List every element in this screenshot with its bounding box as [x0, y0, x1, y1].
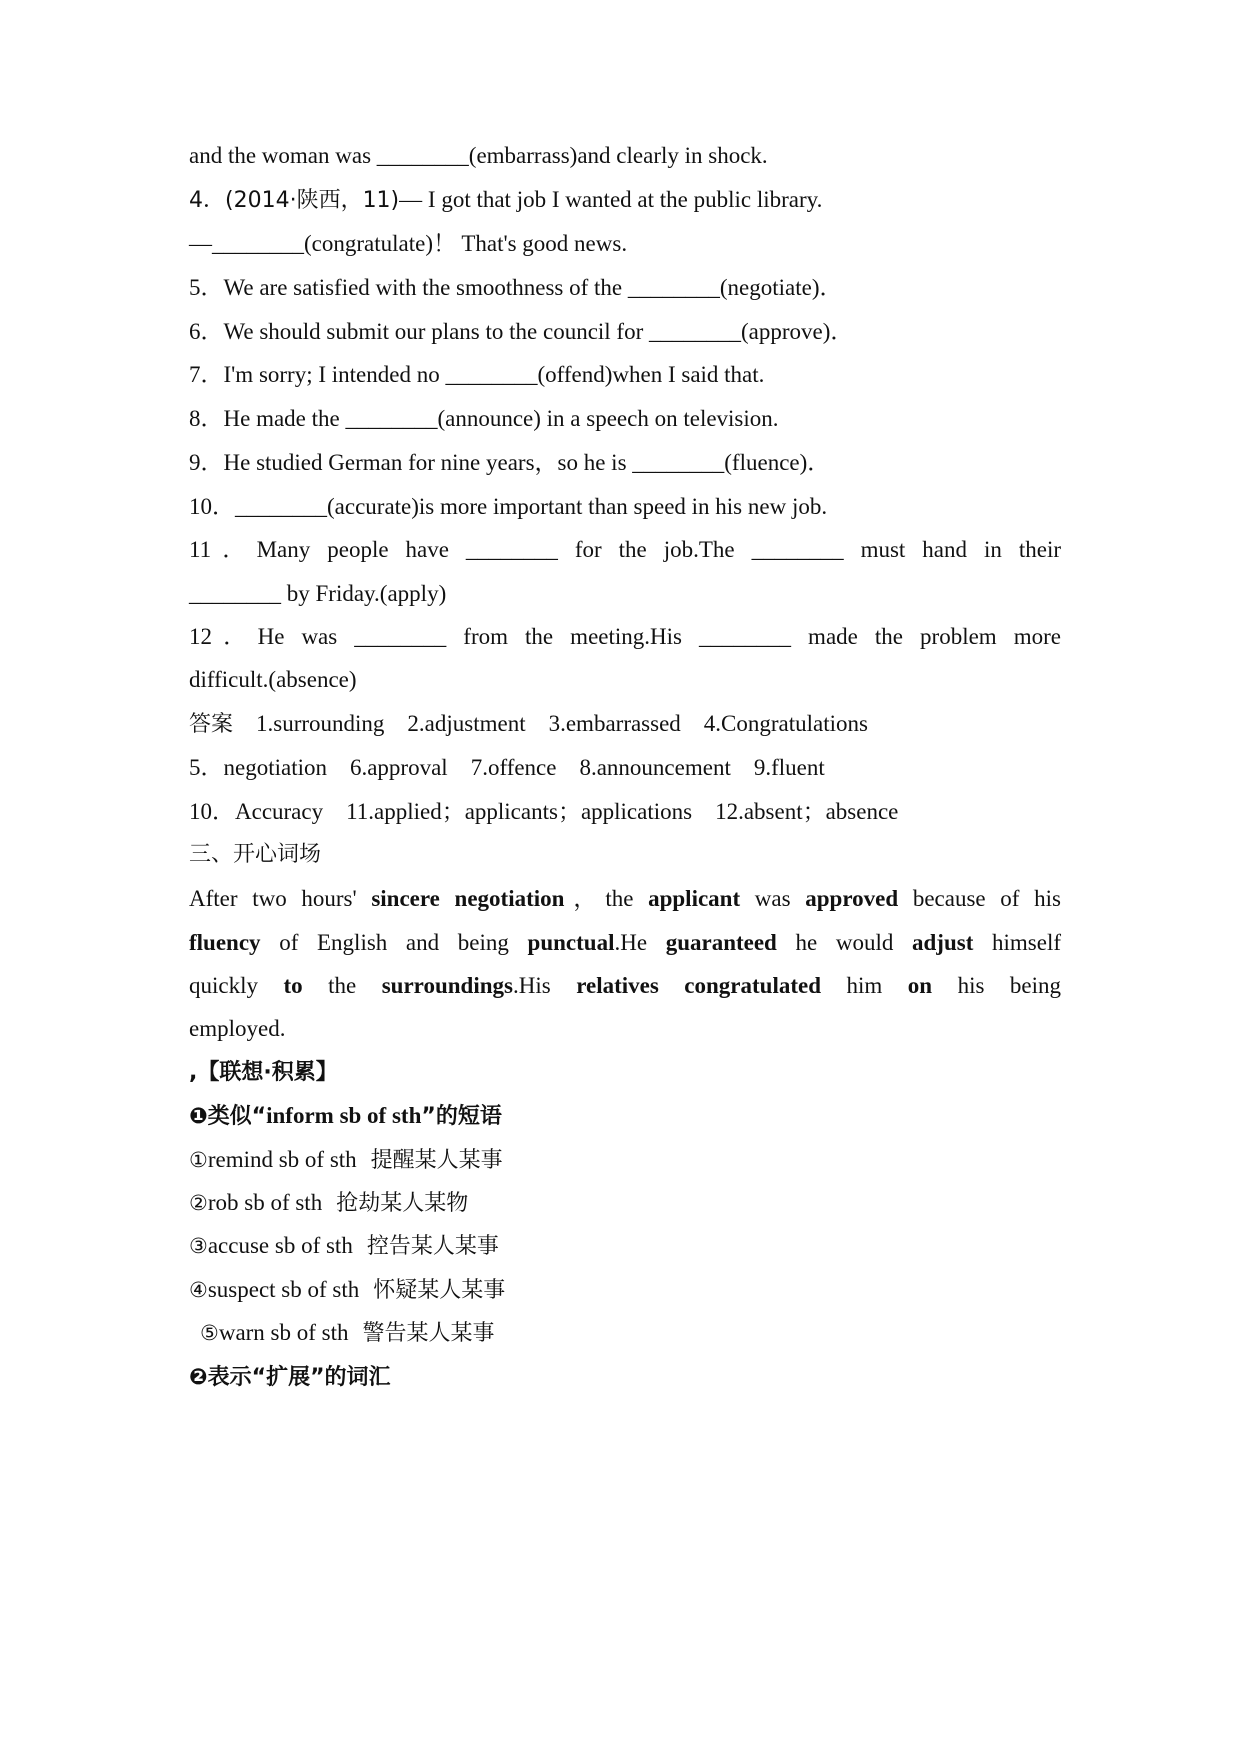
question-4-reply: —________(congratulate)！ That's good news.: [189, 231, 628, 256]
text: of English and being: [260, 930, 528, 955]
phrase-item-4: [189, 1275, 1061, 1306]
text: quickly: [189, 973, 284, 998]
heading-1-part: ”的短语: [421, 1104, 502, 1129]
heading-1-keyword: inform sb of sth: [266, 1103, 422, 1128]
phrase-cn: 控告某人某事: [352, 1234, 499, 1259]
question-11-line-1: 11．Many people have ________ for the job.The ________ must hand in their: [189, 537, 1061, 562]
answer-label: 答案: [189, 712, 234, 737]
phrase-cn: 抢劫某人某物: [322, 1191, 469, 1216]
heading-2: [189, 1362, 1061, 1393]
phrase-cn: 怀疑某人某事: [359, 1278, 506, 1303]
text: because of his: [898, 886, 1061, 911]
phrase-item-1: [189, 1145, 1061, 1176]
question-6: 6．We should submit our plans to the council for ________(approve)．: [189, 319, 854, 344]
phrase-item-5: [200, 1318, 1072, 1349]
circled-5-icon: ⑤: [200, 1321, 219, 1345]
question-3-continuation: and the woman was ________(embarrass)and clearly in shock.: [189, 143, 768, 168]
text: the: [302, 973, 382, 998]
text: .He: [614, 930, 666, 955]
heading-1: [189, 1101, 1061, 1132]
phrase-en: suspect sb of sth: [207, 1277, 360, 1302]
phrase-cn: 警告某人某事: [348, 1321, 495, 1346]
answer-items-1: 1.surrounding 2.adjustment 3.embarrassed 4.Congratulations: [233, 711, 868, 736]
keyword: sincere negotiation: [371, 886, 565, 911]
phrase-en: warn sb of sth: [218, 1320, 349, 1345]
circled-1-icon: ①: [189, 1148, 208, 1172]
circled-3-icon: ③: [189, 1234, 208, 1258]
phrase-item-3: [189, 1231, 1061, 1262]
paragraph-line-4: employed.: [189, 1016, 286, 1041]
question-5: 5．We are satisfied with the smoothness of the ________(negotiate)．: [189, 275, 843, 300]
heading-2-text: 表示“扩展”的词汇: [207, 1365, 391, 1390]
phrase-en: accuse sb of sth: [207, 1233, 353, 1258]
keyword: adjust: [912, 930, 974, 955]
text: was: [740, 886, 806, 911]
paragraph-line-3: [189, 971, 1061, 1001]
answer-line-2: 5．negotiation 6.approval 7.offence 8.announcement 9.fluent: [189, 755, 825, 780]
answer-line-3: 10．Accuracy 11.applied；applicants；applications 12.absent；absence: [189, 799, 899, 824]
text: him: [821, 973, 908, 998]
number-2-icon: ❷: [189, 1365, 208, 1390]
question-4-number: 4．: [189, 188, 225, 213]
paragraph-line-2: [189, 928, 1061, 958]
question-12-line-2: difficult.(absence): [189, 667, 357, 692]
question-7: 7．I'm sorry; I intended no ________(offend)when I said that.: [189, 362, 765, 387]
keyword: surroundings: [381, 973, 513, 998]
circled-4-icon: ④: [189, 1278, 208, 1302]
question-11-line-2: ________ by Friday.(apply): [189, 581, 447, 606]
keyword: punctual: [527, 930, 615, 955]
phrase-en: rob sb of sth: [207, 1190, 323, 1215]
keyword: to: [283, 973, 303, 998]
keyword: on: [907, 973, 933, 998]
circled-2-icon: ②: [189, 1191, 208, 1215]
question-12-line-1: 12．He was ________ from the meeting.His ________ made the problem more: [189, 624, 1061, 649]
number-1-icon: ❶: [189, 1104, 208, 1129]
question-9: 9．He studied German for nine years，so he is ________(fluence)．: [189, 450, 831, 475]
text: .His: [513, 973, 577, 998]
text: his being: [932, 973, 1061, 998]
phrase-item-2: [189, 1188, 1061, 1219]
question-4-text: — I got that job I wanted at the public library.: [399, 187, 823, 212]
text: After two hours': [189, 886, 372, 911]
question-8: 8．He made the ________(announce) in a speech on television.: [189, 406, 779, 431]
keyword: guaranteed: [665, 930, 777, 955]
keyword: fluency: [189, 930, 261, 955]
paragraph-line-1: [189, 884, 1061, 914]
keyword: relatives congratulated: [576, 973, 822, 998]
heading-1-part: 类似“: [207, 1104, 267, 1129]
answer-line-1: [189, 709, 1061, 740]
keyword: applicant: [648, 886, 741, 911]
question-4-source: (2014·陕西，11): [225, 188, 400, 213]
question-4: [189, 185, 1061, 216]
association-title: ,【联想·积累】: [189, 1060, 338, 1085]
text: ，the: [564, 886, 649, 911]
section-3-title: 三、开心词场: [189, 842, 322, 867]
keyword: approved: [805, 886, 899, 911]
phrase-cn: 提醒某人某事: [356, 1148, 503, 1173]
text: he would: [776, 930, 912, 955]
phrase-en: remind sb of sth: [207, 1147, 357, 1172]
question-10: 10．________(accurate)is more important than speed in his new job.: [189, 494, 828, 519]
text: himself: [973, 930, 1061, 955]
